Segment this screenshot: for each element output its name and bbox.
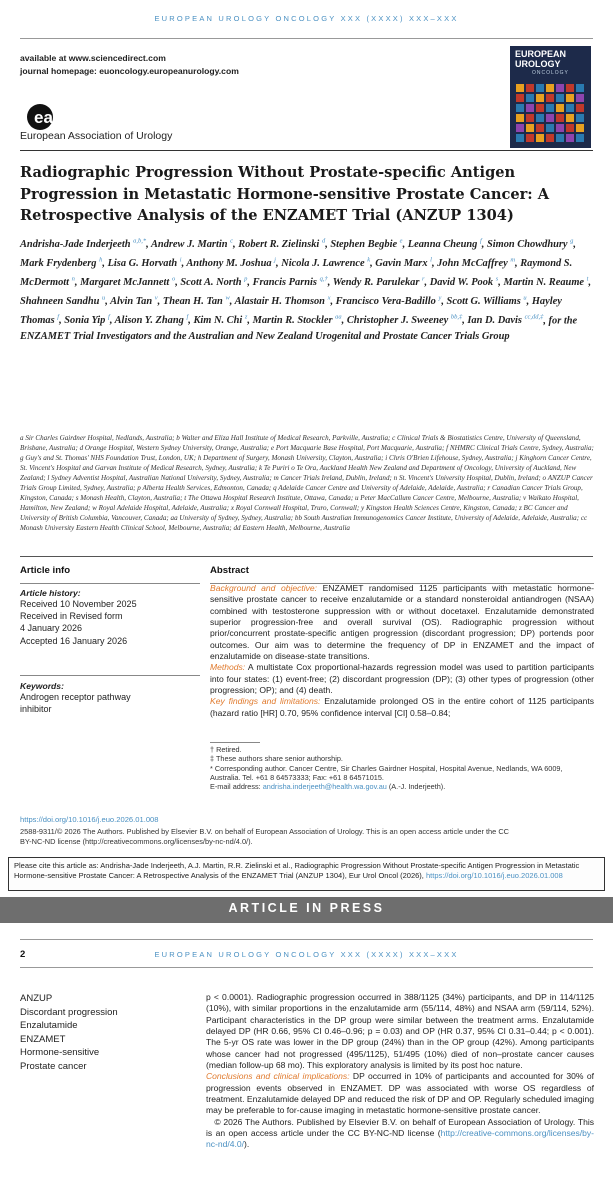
author-separator: , — [424, 277, 430, 289]
title-top-rule — [20, 150, 593, 151]
abstract-copyright-end: ). — [244, 1139, 250, 1150]
author-name: Martin N. Reaume — [503, 277, 585, 289]
author — [235, 296, 336, 307]
keyword-line: Enzalutamide — [20, 1020, 78, 1032]
author-affiliation-marker: bb,‡ — [450, 313, 463, 321]
author — [333, 277, 430, 288]
author-separator: , — [247, 315, 253, 327]
author-separator: , — [247, 277, 253, 289]
author-affiliation-marker: f — [479, 238, 482, 245]
conclusions-text: DP occurred in 10% of participants and accounted for 30% of progression events observed in ENZAMET. DP was associated with worse OS regardless of treatment. Enzalutamide delayed DP and reduced the risk of DP and OP. Regularly scheduled imaging may be preferable to for-cause imaging in metastatic hormone-sensitive prostate cancer. — [206, 1071, 594, 1116]
page-2 — [0, 891, 613, 1199]
cover-artwork — [510, 80, 591, 148]
author-affiliation-marker: m — [510, 256, 516, 264]
author — [253, 315, 347, 326]
author-name: Lisa G. Horvath — [107, 258, 178, 270]
author-affiliation-marker: i — [179, 256, 182, 264]
author-name: Alison Y. Zhang — [114, 315, 184, 327]
cover-subtitle: ONCOLOGY — [532, 70, 569, 76]
page-number: 2 — [20, 949, 26, 960]
cover-title — [515, 50, 566, 69]
running-head-page2: EUROPEAN UROLOGY ONCOLOGY XXX (XXXX) XXX–XXX — [154, 950, 459, 959]
author — [110, 296, 163, 307]
conclusions-label: Conclusions and clinical implications: — [206, 1071, 350, 1082]
keyword-line: Discordant progression — [20, 1006, 118, 1018]
author-separator: , — [588, 277, 592, 289]
article-in-press-banner — [0, 897, 613, 923]
footnote-rule — [210, 742, 260, 743]
header-rule — [20, 38, 593, 39]
footnote-corresponding: * Corresponding author. Cancer Centre, Sir Charles Gairdner Hospital, Hospital Avenue, Nedlands, WA 6009, Australia. Tel. +61 8 64573333; Fax: +61 8 64571015. — [210, 763, 563, 782]
author-affiliation-marker: q,† — [319, 275, 328, 283]
author — [467, 315, 543, 326]
author — [193, 315, 252, 326]
abstract-continued — [206, 992, 594, 1151]
author-affiliation-marker: h — [99, 256, 103, 264]
author-affiliation-marker: e — [399, 238, 403, 245]
findings-continued-text: p < 0.0001). Radiographic progression occurred in 388/1125 (34%) participants, and DP in 114/1125 (10%), with similar proportions in the enzalutamide arm (55/114, 48%) and NSAA arm (59/114, 52%). Participant characteristics in the DP group were similar between the treatment arms. Enzalutamide delayed DP (HR 0.66, 95% CI 0.46–0.96; p = 0.03) and OP (HR 0.37, 95% CI 0.31–0.44; p < 0.001). The 5-yr OS rate was lower in the DP group (24%) than in the OP group (42%). Among participants whose cancer had not progressed (495/1125), 51/495 (10%) died of non–prostate cancer causes (median follow-up 68 mo). This exploratory analysis is limited by its post hoc nature. — [206, 992, 594, 1071]
author-affiliation-marker: u — [523, 294, 527, 302]
author-separator: , — [109, 315, 115, 327]
author-affiliation-marker: j — [274, 256, 276, 264]
author-name: Francisco Vera-Badillo — [335, 296, 436, 308]
keywords-label: Keywords: — [20, 680, 64, 691]
findings-text: Enzalutamide prolonged OS in the entire cohort of 1125 participants (hazard ratio [HR] 0.70, 95% confidence interval [CI] 0.58–0.84; — [210, 696, 594, 718]
author-name: Robert R. Zielinski — [238, 239, 320, 251]
background-text: ENZAMET randomised 1125 participants with metastatic hormone-sensitive prostate cancer to receive enzalutamide or a standard nonsteroidal antiandrogen (NSAA) combined with testosterone suppression with or without docetaxel. Enzalutamide demonstrated superior progression-free and overall survival (OS). Radiographic progression without prior/concurrent prostate-specific antigen progression (discordant progression; DP) portends poor outcomes. Our aim was to determine the frequency of DP in ENZAMET and the impact of enzalutamide on disease-state transitions. — [210, 583, 594, 662]
author-name: Andrisha-Jade Inderjeeth — [20, 239, 131, 251]
cover-title-line2: UROLOGY — [515, 58, 561, 69]
author-affiliation-marker: y — [438, 294, 442, 302]
copyright-notice: 2588-9311/© 2026 The Authors. Published by Elsevier B.V. on behalf of European Association of Urology. This is an open access article under the CC BY-NC-ND license (http://creativecommons.org/licenses/by-nc-nd/4.0/). — [20, 827, 510, 846]
author-separator: , — [341, 315, 347, 327]
author — [347, 315, 468, 326]
article-in-press-text: ARTICLE IN PRESS — [228, 901, 385, 915]
author-name: Francis Parnis — [252, 277, 317, 289]
author-name: Andrew J. Martin — [150, 239, 228, 251]
author-affiliation-marker: r — [422, 275, 425, 283]
page2-header-rule-bottom — [20, 967, 593, 968]
footnote-retired: † Retired. — [210, 745, 242, 754]
author-name: Mark Frydenberg — [20, 258, 97, 270]
author — [281, 258, 375, 269]
author-name: Scott G. Williams — [446, 296, 521, 308]
author-list — [20, 234, 595, 344]
author-separator: , — [102, 258, 108, 270]
author-separator: , — [481, 239, 487, 251]
doi-link[interactable]: https://doi.org/10.1016/j.euo.2026.01.008 — [20, 815, 159, 824]
footnote-senior: ‡ These authors share senior authorship. — [210, 754, 343, 764]
author — [238, 239, 330, 250]
author-affiliation-marker: n — [71, 275, 75, 283]
cite-doi-link[interactable]: https://doi.org/10.1016/j.euo.2026.01.008 — [425, 870, 563, 880]
history-line: Accepted 16 January 2026 — [20, 635, 128, 646]
keyword-line: ANZUP — [20, 993, 53, 1004]
author — [430, 277, 504, 288]
author-affiliation-marker: o — [171, 275, 176, 283]
methods-text: A multistate Cox proportional-hazards regression model was used to partition participants into four states: (1) event-free; (2) discordant progression (DP); (3) other types of progression (other progression; OP); and (4) death. — [210, 662, 594, 696]
email-link[interactable]: andrisha.inderjeeth@health.wa.gov.au — [262, 782, 387, 792]
keyword-line: inhibitor — [20, 703, 52, 714]
author — [253, 277, 333, 288]
author — [115, 315, 194, 326]
author-affiliation-marker: x — [327, 294, 331, 302]
journal-info — [20, 52, 239, 77]
background-label: Background and objective: — [210, 583, 318, 593]
author-affiliation-marker: w — [225, 294, 230, 302]
author-name: Thean H. Tan — [162, 296, 223, 308]
license-link[interactable]: http://creative-commons.org/licenses/by-nc-nd/4.0/ — [206, 1128, 594, 1150]
author-name: Stephen Begbie — [330, 239, 398, 251]
author-separator: , — [188, 315, 194, 327]
author-name: Raymond S. McDermott — [20, 258, 573, 289]
author-name: Nicola J. Lawrence — [281, 258, 365, 270]
author-affiliation-marker: t — [586, 275, 589, 283]
author-separator: , — [441, 296, 447, 308]
author-separator: , — [233, 239, 239, 251]
author-name: Christopher J. Sweeney — [346, 315, 449, 327]
running-head: EUROPEAN UROLOGY ONCOLOGY XXX (XXXX) XXX–XXX — [154, 14, 459, 23]
author-name: Wendy R. Parulekar — [332, 277, 420, 289]
authors-group-tail: , for the ENZAMET Trial Investigators and the Australian and New Zealand Urogenital and Prostate Cancer Trials Group — [20, 315, 578, 342]
author — [108, 258, 187, 269]
article-info — [20, 565, 200, 715]
author — [151, 239, 238, 250]
findings-label: Key findings and limitations: — [210, 696, 321, 707]
author-name: Leanna Cheung — [407, 239, 478, 251]
author-separator: , — [330, 296, 336, 308]
author-separator: , — [327, 277, 333, 289]
author-name: Alvin Tan — [110, 296, 153, 308]
keyword-line: Prostate cancer — [20, 1060, 87, 1072]
author-name: Margaret McJannett — [80, 277, 170, 289]
author — [330, 239, 407, 250]
author-affiliation-marker: p — [244, 275, 248, 283]
author — [186, 258, 281, 269]
eau-logo-icon — [20, 104, 90, 130]
author — [180, 277, 252, 288]
eau-logo-text: European Association of Urology — [20, 130, 173, 142]
author-name: Alastair H. Thomson — [234, 296, 325, 308]
author-affiliation-marker: f — [57, 313, 60, 321]
author-separator: , — [146, 239, 151, 251]
author — [375, 258, 437, 269]
article-history-label: Article history: — [20, 588, 81, 598]
abstract-header — [210, 565, 594, 584]
author-affiliation-marker: u — [102, 294, 106, 302]
history-line: Received 10 November 2025 — [20, 599, 137, 609]
author-name: Martin R. Stockler — [252, 315, 333, 327]
author — [437, 258, 520, 269]
author-separator: , — [573, 239, 577, 251]
keyword-line: Androgen receptor pathway — [20, 691, 131, 702]
article-title: Radiographic Progression Without Prostate-specific Antigen Progression in Metastatic Hormone-sensitive Prostate Cancer: A Retrospective Analysis of the ENZAMET Trial (ANZUP 1304) — [20, 164, 550, 224]
history-line: Received in Revised form — [20, 611, 123, 622]
email-label: E-mail address: — [210, 782, 261, 792]
author-name: Ian D. Davis — [467, 315, 522, 327]
author-separator: , — [498, 277, 504, 289]
author-separator: , — [515, 258, 521, 270]
author-separator: , — [526, 296, 532, 308]
author-separator: , — [275, 258, 282, 270]
footnotes — [210, 745, 594, 791]
journal-cover — [510, 46, 591, 148]
author-separator: , — [181, 258, 187, 270]
author — [20, 258, 108, 269]
author-affiliation-marker: aa — [335, 313, 342, 321]
author-separator: , — [431, 258, 438, 270]
section-rule — [20, 556, 593, 557]
email-tail: (A.-J. Inderjeeth). — [388, 782, 446, 792]
author-affiliation-marker: s — [495, 275, 499, 283]
homepage-link[interactable]: euoncology.europeanurology.com — [99, 65, 239, 76]
author-name: Shahneen Sandhu — [20, 296, 100, 308]
author-name: Simon Chowdhury — [486, 239, 568, 251]
author — [447, 296, 532, 307]
homepage-label: journal homepage: — [20, 65, 97, 76]
cite-box — [8, 857, 605, 891]
abstract-heading: Abstract — [210, 565, 249, 576]
author — [503, 277, 591, 288]
author — [20, 239, 151, 250]
author-separator: , — [157, 296, 163, 308]
author-separator: , — [74, 277, 81, 289]
author-separator: , — [59, 315, 65, 327]
affiliations: a Sir Charles Gairdner Hospital, Nedlands, Australia; b Walter and Eliza Hall Institute of Medical Research, Parkville, Australia; c Clinical Trials & Biostatistics Centre, University of Queensland, Brisbane, Australia; d Orange Hospital, Western Sydney University, Orange, Australia; e Port Macquarie Base Hospital, Port Macquarie, Australia; f NHMRC Clinical Trials Centre, Sydney, Australia; g Guy's and St. Thomas' NHS Foundation Trust, London, UK; h Department of Surgery, Monash University, Clayton, Australia; i Chris O'Brien Lifehouse, Sydney, Australia; j Kinghorn Cancer Centre, St. Vincent's Hospital and Garvan Institute of Medical Research, Sydney, Australia; k Te Puriri o Te Ora, Auckland Health New Zealand and Department of Oncology, University of Auckland, New Zealand; l Sydney Adventist Hospital, Australian National University, Sydney, Australia; m Cancer Trials Ireland, Dublin, Ireland; n St. Vincent's University Hospital, Dublin, Ireland; o ANZUP Cancer Trials Group Limited, Sydney, Australia; p Alberta Health Services, Edmonton, Canada; q Adelaide Cancer Centre and University of Adelaide, Adelaide, Australia; r Canadian Cancer Trials Group, Kingston, Canada; s Monash Health, Clayton, Australia; t The Ottawa Hospital Research Institute, Ottawa, Canada; u Peter MacCallum Cancer Centre, Melbourne, Australia; v Waikato Hospital, Hamilton, New Zealand; w Royal Adelaide Hospital, Adelaide, Australia; x Royal Cornwall Hospital, Truro, Cornwall; y Kingston Health Sciences Centre, Kingston, Canada; z BC Cancer and University of British Columbia, Vancouver, Canada; aa University of Sydney, Sydney, Australia; bb South Australian Immunogenomics Cancer Institute, University of Adelaide, Adelaide, Australia; cc Monash University Eastern Health Clinical School, Melbourne, Australia; dd Eastern Health, Melbourne, Australia — [20, 434, 594, 532]
author — [408, 239, 487, 250]
author — [487, 239, 576, 250]
author-name: Anthony M. Joshua — [186, 258, 272, 270]
author — [336, 296, 447, 307]
author — [20, 296, 110, 307]
sciencedirect-link[interactable]: www.sciencedirect.com — [68, 53, 166, 63]
history-line: 4 January 2026 — [20, 623, 83, 634]
author-affiliation-marker: v — [154, 294, 158, 302]
author-affiliation-marker: l — [430, 256, 432, 264]
author — [80, 277, 180, 288]
author-separator: , — [229, 296, 235, 308]
eau-logo-mark: eau — [34, 108, 64, 127]
author-affiliation-marker: k — [367, 256, 371, 264]
author-affiliation-marker: f — [108, 313, 110, 321]
cite-text: Please cite this article as: Andrisha-Jade Inderjeeth, A.J. Martin, R.R. Zielinski et al., Radiographic Progression Without Prostate-specific Antigen Progression in Metastatic Hormone-sensitive Prostate Cancer: A Retrospective Analysis of the ENZAMET Trial (ANZUP 1304), Eur Urol Oncol (2026), — [14, 861, 580, 880]
author — [64, 315, 114, 326]
author — [163, 296, 235, 307]
author-name: Hayley Thomas — [20, 296, 562, 327]
cover-title-line1: EUROPEAN — [515, 49, 567, 59]
methods-label: Methods: — [210, 662, 246, 673]
author-affiliation-marker: cc,dd,‡ — [524, 313, 544, 321]
author-separator: , — [462, 315, 468, 327]
article-info-heading: Article info — [20, 565, 71, 576]
author-name: Gavin Marx — [375, 258, 428, 270]
available-label: available at — [20, 53, 67, 63]
keyword-line: ENZAMET — [20, 1033, 66, 1045]
author-separator: , — [402, 239, 408, 251]
author-name: David W. Pook — [429, 277, 494, 289]
author-name: Scott A. North — [180, 277, 242, 289]
author-affiliation-marker: d — [321, 238, 326, 245]
author-separator: , — [175, 277, 181, 289]
author-affiliation-marker: a,b,* — [133, 238, 147, 245]
page2-header-rule — [20, 939, 593, 940]
author-separator: , — [325, 239, 331, 251]
author-affiliation-marker: c — [230, 238, 233, 245]
author-name: Sonia Yip — [64, 315, 106, 327]
keyword-line: Hormone-sensitive — [20, 1047, 100, 1059]
author-name: Kim N. Chi — [193, 315, 243, 327]
author-name: John McCaffrey — [437, 258, 508, 270]
keyword-list-continued — [20, 992, 118, 1074]
author-affiliation-marker: z — [244, 313, 248, 321]
abstract-copyright-text: © 2026 The Authors. Published by Elsevier B.V. on behalf of European Association of Urology. This is an open access article under the CC BY-NC-ND license ( — [206, 1116, 595, 1139]
author-separator: , — [105, 296, 111, 308]
author-affiliation-marker: g — [570, 238, 574, 245]
author-separator: , — [370, 258, 376, 270]
abstract-body — [210, 583, 594, 719]
author-affiliation-marker: f — [186, 313, 189, 321]
